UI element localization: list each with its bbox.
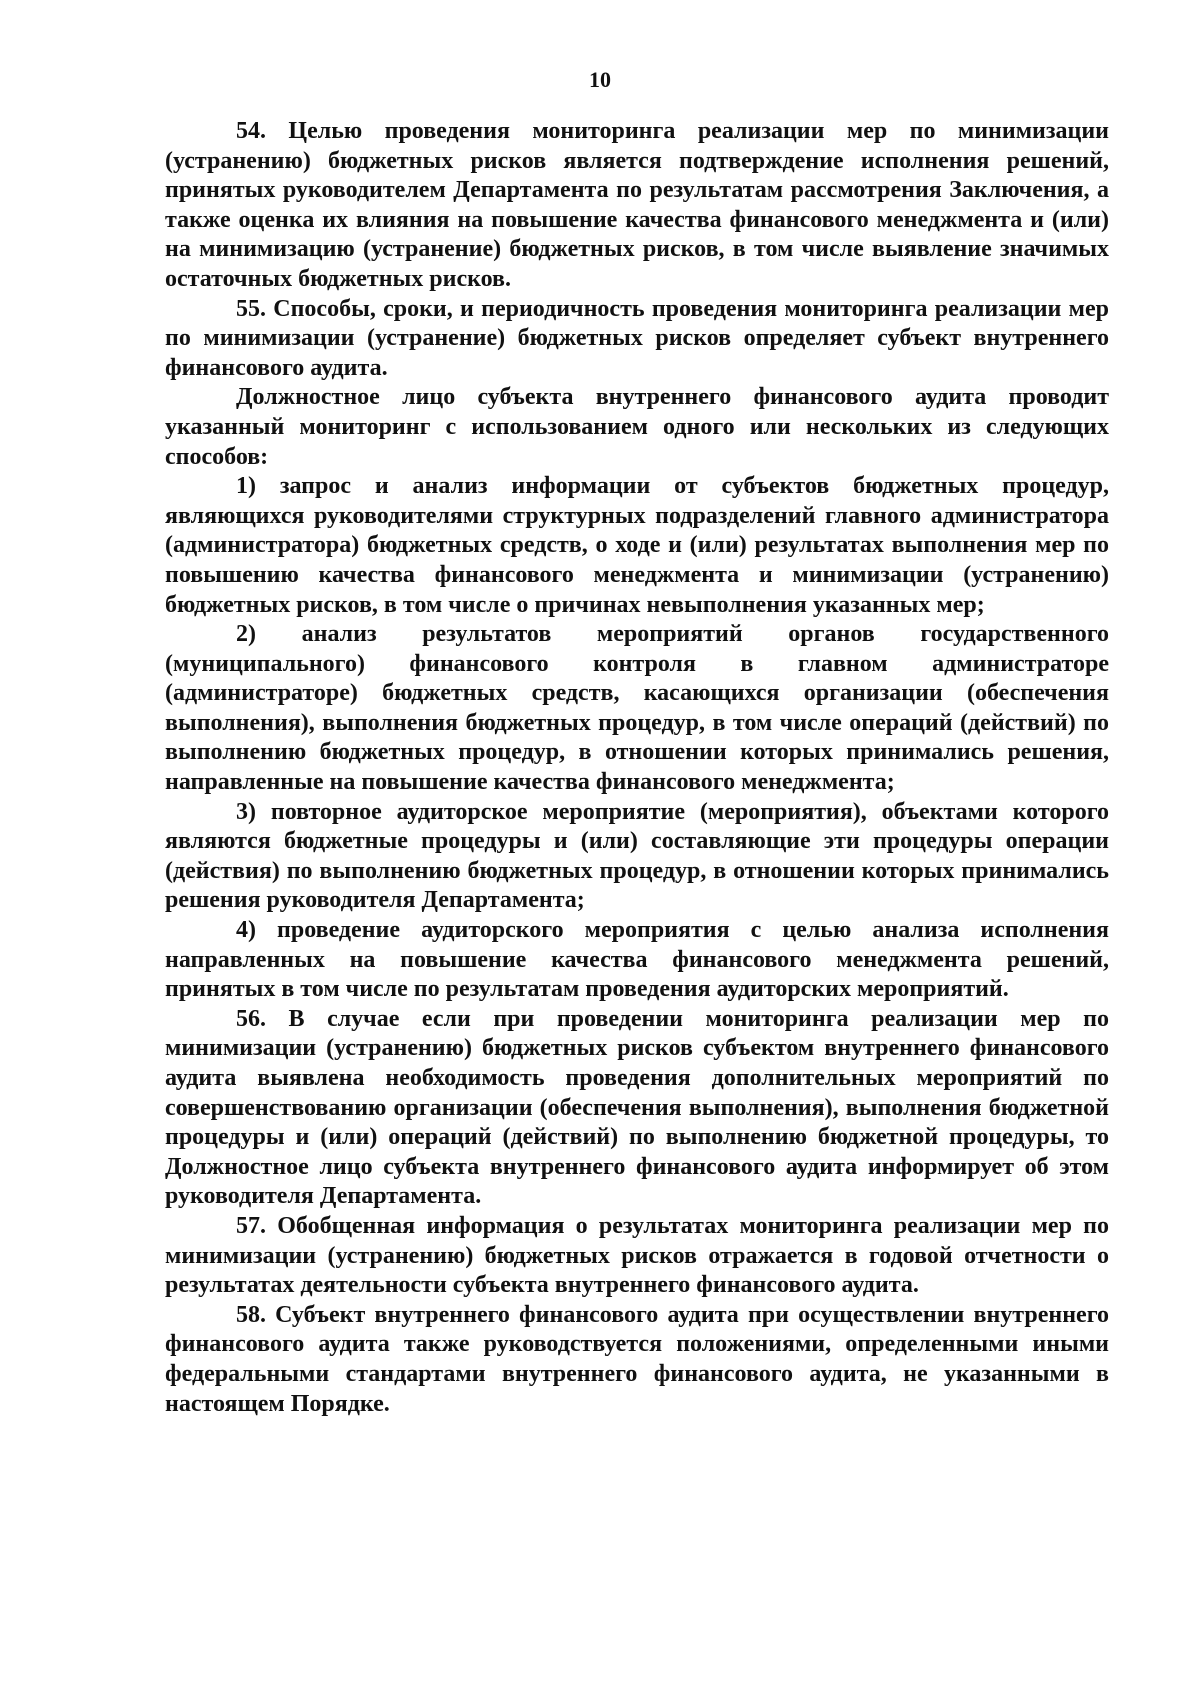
- list-item-4: 4) проведение аудиторского мероприятия с целью анализа исполнения направленных на повышение качества финансового менеджмента решений, принятых в том числе по результатам проведения аудиторских мероприятий.: [165, 917, 1109, 1003]
- paragraph-56: 56. В случае если при проведении мониторинга реализации мер по минимизации (устранению) бюджетных рисков субъектом внутреннего финансового аудита выявлена необходимость проведения дополнительных мероприятий по совершенствованию организации (обеспечения выполнения), выполнения бюджетной процедуры и (или) операций (действий) по выполнению бюджетной процедуры, то Должностное лицо субъекта внутреннего финансового аудита информирует об этом руководителя Департамента.: [165, 1005, 1109, 1210]
- paragraph-57: 57. Обобщенная информация о результатах мониторинга реализации мер по минимизации (устранению) бюджетных рисков отражается в годовой отчетности о результатах деятельности субъекта внутреннего финансового аудита.: [165, 1212, 1109, 1299]
- list-item-3: 3) повторное аудиторское мероприятие (мероприятия), объектами которого являются бюджетные процедуры и (или) составляющие эти процедуры операции (действия) по выполнению бюджетных процедур, в отношении которых принимались решения руководителя Департамента;: [165, 798, 1109, 914]
- paragraph-54: 54. Целью проведения мониторинга реализации мер по минимизации (устранению) бюджетных рисков является подтверждение исполнения решений, принятых руководителем Департамента по результатам рассмотрения Заключения, а также оценка их влияния на повышение качества финансового менеджмента и (или) на минимизацию (устранение) бюджетных рисков, в том числе выявление значимых остаточных бюджетных рисков.: [165, 118, 1109, 292]
- paragraph-55: 55. Способы, сроки, и периодичность проведения мониторинга реализации мер по минимизации (устранение) бюджетных рисков определяет субъект внутреннего финансового аудита.: [165, 295, 1109, 381]
- paragraph-monitoring-methods-intro: Должностное лицо субъекта внутреннего финансового аудита проводит указанный мониторинг с использованием одного или нескольких из следующих способов:: [165, 384, 1109, 470]
- list-item-2: 2) анализ результатов мероприятий органов государственного (муниципального) финансового контроля в главном администраторе (администраторе) бюджетных средств, касающихся организации (обеспечения выполнения), выполнения бюджетных процедур, в том числе операций (действий) по выполнению бюджетных процедур, в отношении которых принимались решения, направленные на повышение качества финансового менеджмента;: [165, 621, 1109, 796]
- page-number: 10: [589, 67, 611, 92]
- document-body: [165, 117, 1109, 1419]
- paragraph-58: 58. Субъект внутреннего финансового аудита при осуществлении внутреннего финансового аудита также руководствуется положениями, определенными иными федеральными стандартами внутреннего финансового аудита, не указанными в настоящем Порядке.: [165, 1301, 1109, 1417]
- list-item-1: 1) запрос и анализ информации от субъектов бюджетных процедур, являющихся руководителями структурных подразделений главного администратора (администратора) бюджетных средств, о ходе и (или) результатах выполнения мер по повышению качества финансового менеджмента и минимизации (устранению) бюджетных рисков, в том числе о причинах невыполнения указанных мер;: [165, 473, 1109, 618]
